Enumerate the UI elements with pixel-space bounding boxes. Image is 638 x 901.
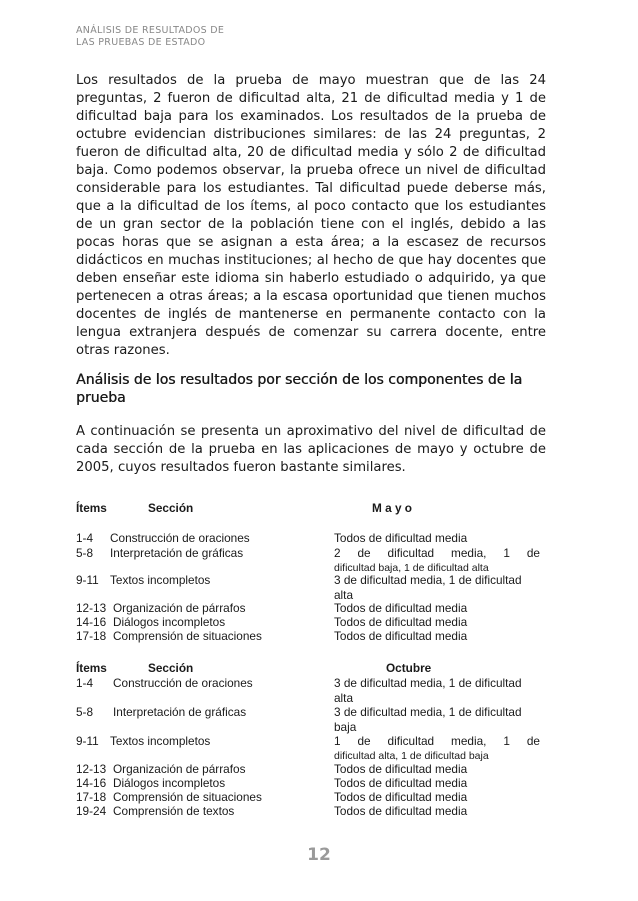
row-items: 5-8 [76, 546, 94, 560]
row-items: 1-4 [76, 676, 94, 690]
row-result: 3 de dificultad media, 1 de dificultad alta [334, 573, 522, 602]
row-section: Comprensión de situaciones [113, 629, 262, 643]
row-section: Diálogos incompletos [113, 776, 226, 790]
row-section: Textos incompletos [110, 734, 211, 748]
row-items: 1-4 [76, 531, 94, 545]
row-result-continued: dificultad alta, 1 de dificultad baja [334, 750, 489, 762]
row-result: Todos de dificultad media [334, 629, 468, 643]
col-section-header: Sección [148, 501, 194, 515]
table-intro-paragraph: A continuación se presenta un aproximativo del nivel de dificultad de cada sección de la prueba en las aplicaciones de mayo y octubre de 2005, cuyos resultados fueron bastante similares. [76, 424, 546, 475]
row-section: Interpretación de gráficas [113, 705, 247, 719]
row-result: Todos de dificultad media [334, 804, 468, 818]
header-line-1: ANÁLISIS DE RESULTADOS DE [76, 25, 225, 36]
table-octubre-header [76, 661, 552, 676]
row-section: Textos incompletos [110, 573, 211, 587]
row-items: 17-18 [76, 629, 107, 643]
row-items: 12-13 [76, 762, 107, 776]
col-section-header: Sección [148, 661, 194, 675]
row-result-continued: dificultad baja, 1 de dificultad alta [334, 562, 489, 574]
row-section: Construcción de oraciones [110, 531, 250, 545]
row-result: Todos de dificultad media [334, 790, 468, 804]
row-section: Comprensión de textos [113, 804, 235, 818]
row-section: Comprensión de situaciones [113, 790, 262, 804]
row-section: Construcción de oraciones [113, 676, 253, 690]
row-section: Organización de párrafos [113, 601, 246, 615]
page-number: 12 [307, 845, 331, 865]
row-result: Todos de dificultad media [334, 776, 468, 790]
row-items: 12-13 [76, 601, 107, 615]
col-items-header: Ítems [76, 661, 107, 675]
row-result: Todos de dificultad media [334, 762, 468, 776]
section-heading: Análisis de los resultados por sección de los componentes de la prueba [76, 372, 523, 406]
row-result: Todos de dificultad media [334, 615, 468, 629]
col-month-header: M a y o [372, 501, 412, 515]
row-items: 9-11 [76, 573, 99, 587]
intro-paragraph: Los resultados de la prueba de mayo muestran que de las 24 preguntas, 2 fueron de dificultad alta, 21 de dificultad media y 1 de dificultad baja para los examinados. Los resultados de la prueba de octubre evidencian distribuciones similares: de las 24 preguntas, 2 fueron de dificultad alta, 20 de dificultad media y sólo 2 de dificultad baja. Como podemos observar, la prueba ofrece un nivel de dificultad considerable para los estudiantes. Tal dificultad puede deberse más, que a la dificultad de los ítems, al poco contacto que los estudiantes de un gran sector de la población tiene con el inglés, debido a las pocas horas que se asignan a esta área; a la escasez de recursos didácticos en muchas instituciones; al hecho de que hay docentes que deben enseñar este idioma sin haberlo estudiado o adquirido, ya que pertenecen a otras áreas; a la escasa oportunidad que tienen muchos docentes de inglés de mantenerse en permanente contacto con la lengua extranjera después de comenzar su carrera docente, entre otras razones. [76, 73, 546, 358]
row-result: 3 de dificultad media, 1 de dificultad baja [334, 705, 522, 734]
row-items: 17-18 [76, 790, 107, 804]
header-line-2: LAS PRUEBAS DE ESTADO [76, 37, 206, 48]
row-items: 19-24 [76, 804, 107, 818]
table-octubre [76, 661, 552, 818]
row-result: 3 de dificultad media, 1 de dificultad alta [334, 676, 522, 705]
table-mayo [76, 501, 552, 643]
row-items: 9-11 [76, 734, 99, 748]
row-section: Organización de párrafos [113, 762, 246, 776]
col-items-header: Ítems [76, 501, 107, 515]
row-result: 1 de dificultad media, 1 de dificultad alta, 1 de dificultad baja [334, 734, 540, 762]
row-section: Diálogos incompletos [113, 615, 226, 629]
row-items: 14-16 [76, 615, 107, 629]
table-mayo-header [76, 501, 552, 516]
row-items: 5-8 [76, 705, 94, 719]
col-month-header: Octubre [386, 661, 432, 675]
row-result: 2 de dificultad media, 1 de dificultad baja, 1 de dificultad alta [334, 546, 540, 574]
row-section: Interpretación de gráficas [110, 546, 244, 560]
running-header [76, 25, 276, 49]
row-result: Todos de dificultad media [334, 601, 468, 615]
row-result: Todos de dificultad media [334, 531, 468, 545]
row-items: 14-16 [76, 776, 107, 790]
